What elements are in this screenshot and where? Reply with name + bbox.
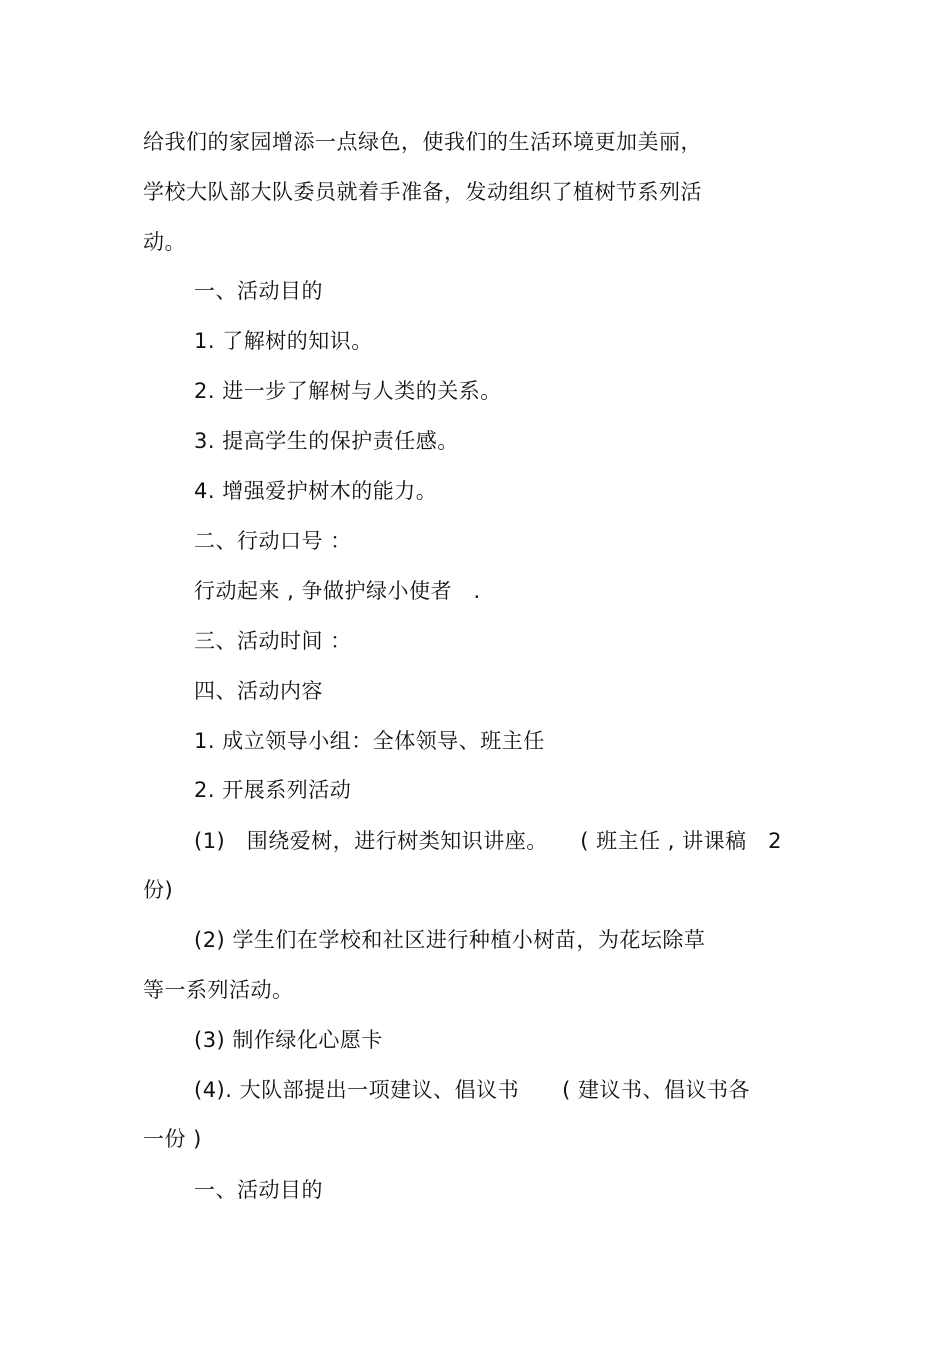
list-item: 1. 成立领导小组：全体领导、班主任 bbox=[194, 729, 545, 753]
list-item: 2. 进一步了解树与人类的关系。 bbox=[194, 379, 502, 403]
paragraph-line: 等一系列活动。 bbox=[143, 978, 294, 1002]
section-heading: 一、活动目的 bbox=[194, 279, 323, 303]
list-item: 1. 了解树的知识。 bbox=[194, 329, 373, 353]
list-item: 2. 开展系列活动 bbox=[194, 778, 352, 802]
list-item: (3) 制作绿化心愿卡 bbox=[194, 1028, 383, 1052]
section-heading: 三、活动时间 ： bbox=[194, 629, 352, 653]
paragraph-line: 份) bbox=[143, 878, 174, 902]
list-item: (1) 围绕爱树，进行树类知识讲座。 ( 班主任 , 讲课稿 2 bbox=[194, 829, 782, 853]
section-heading: 四、活动内容 bbox=[194, 679, 323, 703]
paragraph-line: 给我们的家园增添一点绿色，使我们的生活环境更加美丽， bbox=[143, 130, 702, 154]
list-item: 4. 增强爱护树木的能力。 bbox=[194, 479, 438, 503]
paragraph-line: 一份 ) bbox=[143, 1127, 202, 1151]
section-heading: 一、活动目的 bbox=[194, 1178, 323, 1202]
paragraph-line: 学校大队部大队委员就着手准备，发动组织了植树节系列活 bbox=[143, 180, 702, 204]
paragraph-line: 动。 bbox=[143, 230, 186, 254]
list-item: (2) 学生们在学校和社区进行种植小树苗，为花坛除草 bbox=[194, 928, 706, 952]
section-heading: 二、行动口号 ： bbox=[194, 529, 352, 553]
list-item: (4). 大队部提出一项建议、倡议书 ( 建议书、倡议书各 bbox=[194, 1078, 750, 1102]
list-item: 3. 提高学生的保护责任感。 bbox=[194, 429, 459, 453]
slogan-text: 行动起来 , 争做护绿小使者 . bbox=[194, 579, 481, 603]
